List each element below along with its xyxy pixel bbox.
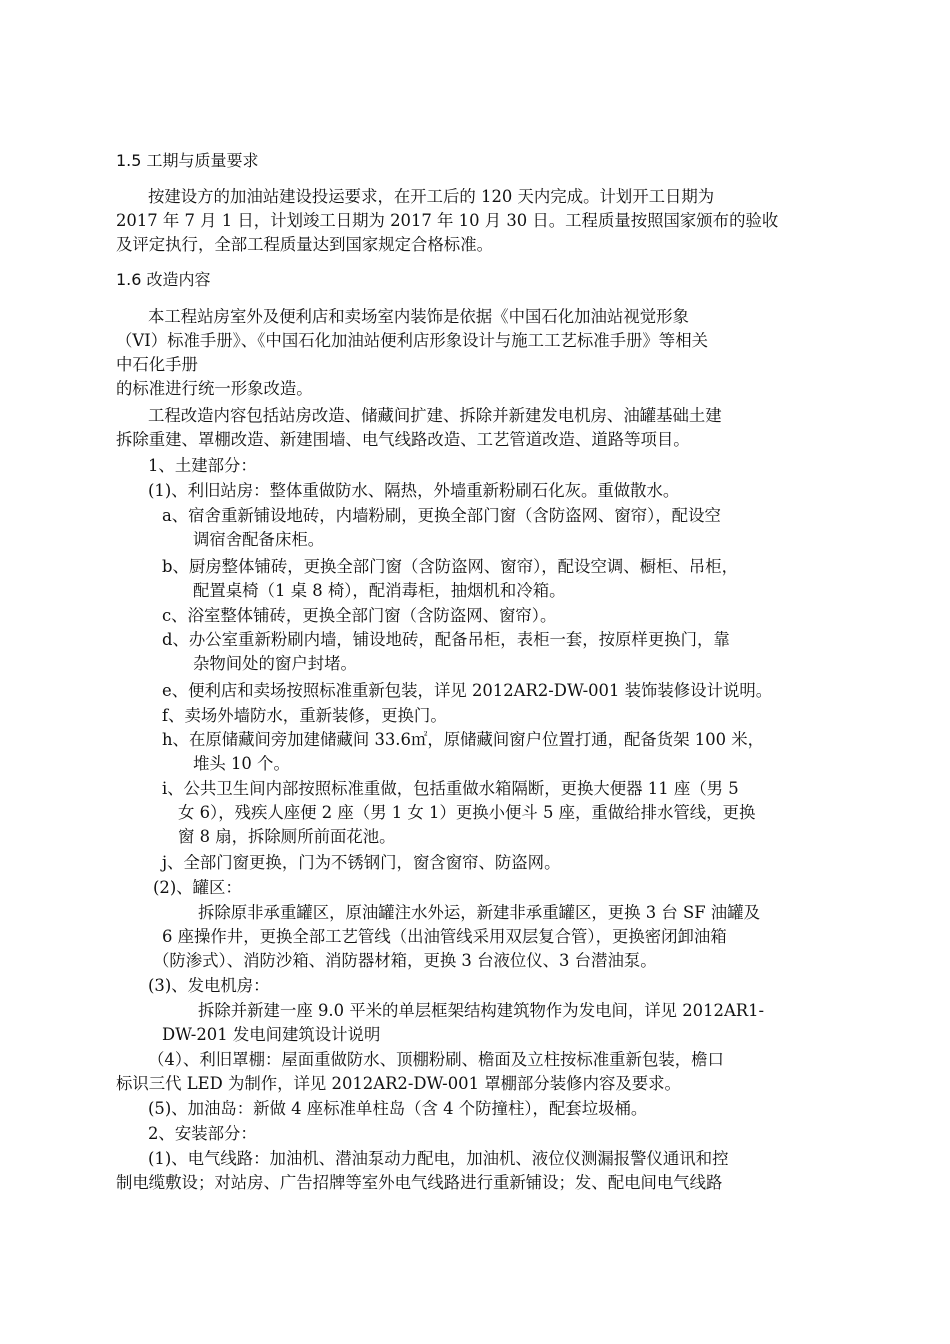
paragraph-line: （VI）标准手册》、《中国石化加油站便利店形象设计与施工工艺标准手册》等相关 bbox=[116, 331, 708, 350]
paragraph-line: 本工程站房室外及便利店和卖场室内装饰是依据《中国石化加油站视觉形象 bbox=[148, 307, 689, 326]
paragraph-line: 中石化手册 bbox=[116, 355, 198, 374]
list-item-continuation: 标识三代 LED 为制作，详见 2012AR2-DW-001 罩棚部分装修内容及要求。 bbox=[116, 1074, 681, 1093]
list-item-continuation: 女 6），残疾人座便 2 座（男 1 女 1）更换小便斗 5 座，重做给排水管线，更换 bbox=[178, 803, 756, 822]
list-item-continuation: 窗 8 扇，拆除厕所前面花池。 bbox=[178, 827, 396, 846]
paragraph-line: 拆除并新建一座 9.0 平米的单层框架结构建筑物作为发电间，详见 2012AR1- bbox=[198, 1001, 765, 1020]
list-item: i、公共卫生间内部按照标准重做，包括重做水箱隔断，更换大便器 11 座（男 5 bbox=[162, 779, 739, 798]
list-item: f、卖场外墙防水，重新装修，更换门。 bbox=[162, 706, 447, 725]
list-item: h、在原储藏间旁加建储藏间 33.6㎡，原储藏间窗户位置打通，配备货架 100 米， bbox=[162, 730, 765, 749]
list-item-continuation: 堆头 10 个。 bbox=[193, 754, 290, 773]
list-item: j、全部门窗更换，门为不锈钢门，窗含窗帘、防盗网。 bbox=[162, 853, 561, 872]
paragraph-line: DW-201 发电间建筑设计说明 bbox=[162, 1025, 381, 1044]
list-item-continuation: 配置桌椅（1 桌 8 椅），配消毒柜，抽烟机和冷箱。 bbox=[193, 581, 566, 600]
paragraph-line: 及评定执行，全部工程质量达到国家规定合格标准。 bbox=[116, 235, 493, 254]
list-item-continuation: 调宿舍配备床柜。 bbox=[193, 530, 325, 549]
list-item-continuation: 杂物间处的窗户封堵。 bbox=[193, 654, 357, 673]
list-item: (1)、电气线路：加油机、潜油泵动力配电，加油机、液位仪测漏报警仪通讯和控 bbox=[148, 1149, 729, 1168]
list-item: （4）、利旧罩棚：屋面重做防水、顶棚粉刷、檐面及立柱按标准重新包装，檐口 bbox=[148, 1050, 724, 1069]
list-item: (3)、发电机房： bbox=[148, 976, 270, 995]
list-item: (1)、利旧站房：整体重做防水、隔热，外墙重新粉刷石化灰。重做散水。 bbox=[148, 481, 680, 500]
paragraph-line: 的标准进行统一形象改造。 bbox=[116, 379, 313, 398]
paragraph-line: 6 座操作井，更换全部工艺管线（出油管线采用双层复合管），更换密闭卸油箱 bbox=[162, 927, 727, 946]
list-item: (2)、罐区： bbox=[153, 878, 242, 897]
list-item: a、宿舍重新铺设地砖，内墙粉刷，更换全部门窗（含防盗网、窗帘），配设空 bbox=[162, 506, 721, 525]
paragraph-line: 拆除重建、罩棚改造、新建围墙、电气线路改造、工艺管道改造、道路等项目。 bbox=[116, 430, 690, 449]
list-item-continuation: 制电缆敷设；对站房、广告招牌等室外电气线路进行重新铺设；发、配电间电气线路 bbox=[116, 1173, 723, 1192]
paragraph-line: 按建设方的加油站建设投运要求，在开工后的 120 天内完成。计划开工日期为 bbox=[148, 187, 715, 206]
paragraph-line: 工程改造内容包括站房改造、储藏间扩建、拆除并新建发电机房、油罐基础土建 bbox=[148, 406, 722, 425]
list-item: d、办公室重新粉刷内墙，铺设地砖，配备吊柜，表柜一套，按原样更换门，靠 bbox=[162, 630, 730, 649]
list-item: e、便利店和卖场按照标准重新包装，详见 2012AR2-DW-001 装饰装修设计说明。 bbox=[162, 681, 773, 700]
paragraph-line: （防渗式）、消防沙箱、消防器材箱，更换 3 台液位仪、3 台潜油泵。 bbox=[153, 951, 657, 970]
list-item: (5)、加油岛：新做 4 座标准单柱岛（含 4 个防撞柱），配套垃圾桶。 bbox=[148, 1099, 648, 1118]
section-heading-1-5: 1.5 工期与质量要求 bbox=[116, 151, 259, 170]
list-item: c、浴室整体铺砖，更换全部门窗（含防盗网、窗帘）。 bbox=[162, 606, 557, 625]
list-heading: 1、土建部分： bbox=[148, 456, 257, 475]
list-heading: 2、安装部分： bbox=[148, 1124, 257, 1143]
paragraph-line: 2017 年 7 月 1 日，计划竣工日期为 2017 年 10 月 30 日。工程质量按照国家颁布的验收 bbox=[116, 211, 779, 230]
paragraph-line: 拆除原非承重罐区，原油罐注水外运，新建非承重罐区，更换 3 台 SF 油罐及 bbox=[198, 903, 760, 922]
section-heading-1-6: 1.6 改造内容 bbox=[116, 270, 211, 289]
list-item: b、厨房整体铺砖，更换全部门窗（含防盗网、窗帘），配设空调、橱柜、吊柜， bbox=[162, 557, 738, 576]
